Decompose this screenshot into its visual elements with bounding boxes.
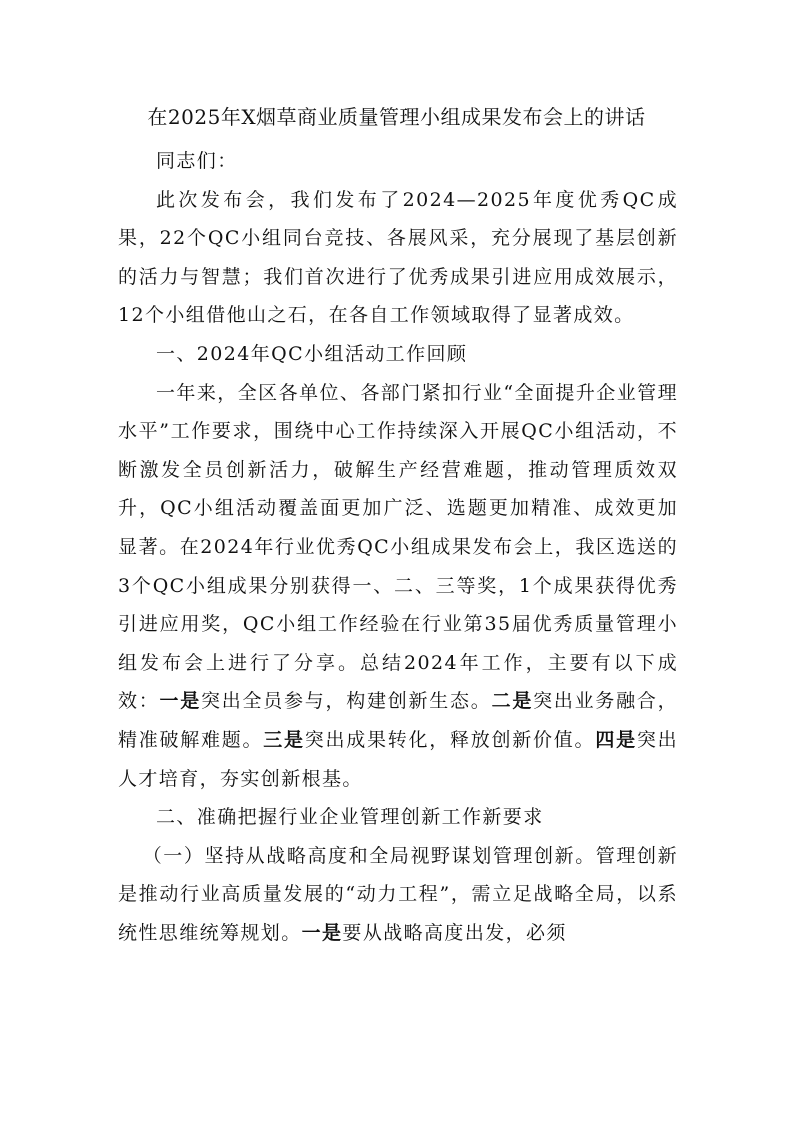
paragraph-review-text: 一年来，全区各单位、各部门紧扣行业“全面提升企业管理水平”工作要求，围绕中心工作持续深入开展QC小组活动，不断激发全员创新活力，破解生产经营难题，推动管理质效双升，QC小组活动覆盖面更加广泛、选题更加精准、成效更加显著。在2024年行业优秀QC小组成果发布会上，我区选送的3个QC小组成果分别获得一、二、三等奖，1个成果获得优秀引进应用奖，QC小组工作经验在行业第35届优秀质量管理小组发布会上进行了分享。总结2024年工作，主要有以下成效： <box>118 381 678 713</box>
greeting: 同志们： <box>156 150 238 172</box>
achievement-text-4: 突出人才培育，夯实创新根基。 <box>118 728 678 790</box>
paragraph-strategy-tail: 要从战略高度出发，必须 <box>342 921 567 944</box>
achievement-text-3: 突出成果转化，释放创新价值。 <box>304 728 596 751</box>
document-body <box>118 142 678 952</box>
paragraph-strategy <box>118 837 678 953</box>
achievement-label-1: 一是 <box>159 690 202 713</box>
strategy-label-1: 一是 <box>301 921 343 944</box>
paragraph-intro: 此次发布会，我们发布了2024—2025年度优秀QC成果，22个QC小组同台竞技、各展风采，充分展现了基层创新的活力与智慧；我们首次进行了优秀成果引进应用成效展示，12个小组借他山之石，在各自工作领域取得了显著成效。 <box>118 188 678 327</box>
achievement-text-2: 突出业务融合，精准破解难题。 <box>118 690 678 751</box>
achievement-label-3: 三是 <box>263 728 305 751</box>
paragraph-strategy-text: （一）坚持从战略高度和全局视野谋划管理创新。管理创新是推动行业高质量发展的“动力工程”，需立足战略全局，以系统性思维统筹规划。 <box>118 844 678 944</box>
achievement-label-2: 二是 <box>491 690 534 713</box>
achievement-text-1: 突出全员参与，构建创新生态。 <box>201 690 492 713</box>
section-heading-review: 一、2024年QC小组活动工作回顾 <box>156 342 468 365</box>
paragraph-review <box>118 374 678 799</box>
achievement-label-4: 四是 <box>595 728 637 751</box>
document-title: 在2025年X烟草商业质量管理小组成果发布会上的讲话 <box>147 105 646 129</box>
section-heading-requirements: 二、准确把握行业企业管理创新工作新要求 <box>156 806 544 829</box>
